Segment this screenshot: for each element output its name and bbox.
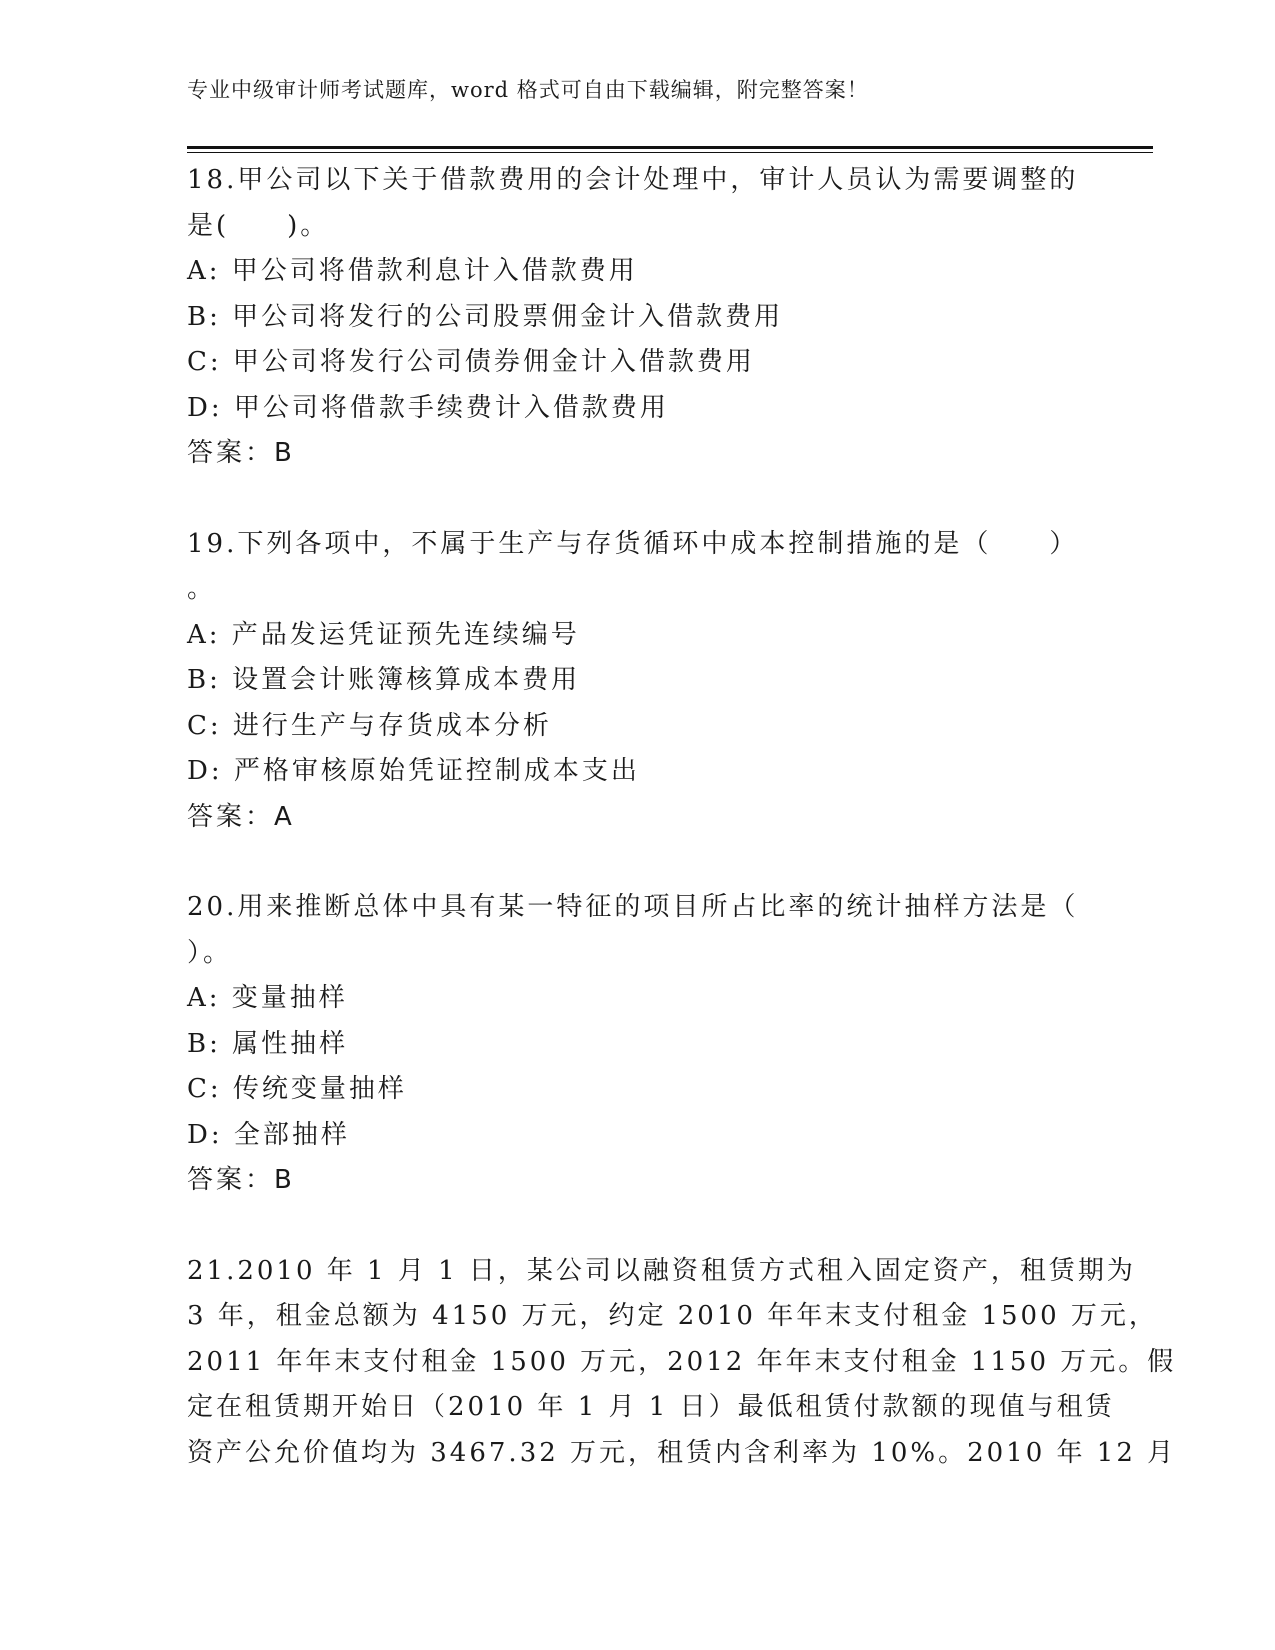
option-a: A: 甲公司将借款利息计入借款费用 — [187, 256, 638, 286]
option-b: B: 设置会计账簿核算成本费用 — [187, 665, 581, 695]
option-c: C: 甲公司将发行公司债券佣金计入借款费用 — [187, 347, 755, 377]
question-stem: 19.下列各项中，不属于生产与存货循环中成本控制措施的是（ ） — [187, 528, 1079, 559]
question-stem: 。 — [187, 574, 217, 604]
question-stem: 定在租赁期开始日（2010 年 1 月 1 日）最低租赁付款额的现值与租赁 — [187, 1392, 1115, 1422]
question-19 — [187, 522, 1077, 841]
answer: 答案：B — [187, 1165, 295, 1195]
question-list — [187, 158, 1177, 1476]
option-c: C: 进行生产与存货成本分析 — [187, 710, 552, 741]
answer: 答案：A — [187, 801, 295, 832]
option-d: D: 甲公司将借款手续费计入借款费用 — [187, 392, 669, 423]
spacer — [187, 477, 1077, 522]
question-stem: 21.2010 年 1 月 1 日，某公司以融资租赁方式租入固定资产，租赁期为 — [187, 1255, 1136, 1286]
option-b: B: 甲公司将发行的公司股票佣金计入借款费用 — [187, 301, 784, 332]
question-stem: 18.甲公司以下关于借款费用的会计处理中，审计人员认为需要调整的 — [187, 165, 1079, 195]
option-a: A: 产品发运凭证预先连续编号 — [187, 619, 580, 650]
question-stem: 资产公允价值均为 3467.32 万元，租赁内含利率为 10%。2010 年 12 月 — [187, 1437, 1177, 1468]
question-18 — [187, 158, 1077, 477]
question-stem: 20.用来推断总体中具有某一特征的项目所占比率的统计抽样方法是（ — [187, 892, 1079, 922]
option-a: A: 变量抽样 — [187, 983, 348, 1013]
header-rule-thin — [187, 152, 1153, 153]
spacer — [187, 840, 1077, 885]
question-20 — [187, 885, 1077, 1204]
option-d: D: 严格审核原始凭证控制成本支出 — [187, 756, 640, 786]
page-header: 专业中级审计师考试题库，word 格式可自由下载编辑，附完整答案！ — [187, 78, 869, 102]
question-stem: 是( )。 — [187, 210, 330, 241]
question-stem: 3 年，租金总额为 4150 万元，约定 2010 年年末支付租金 1500 万元， — [187, 1301, 1158, 1331]
spacer — [187, 1204, 1077, 1249]
question-stem: ）。 — [187, 937, 233, 968]
answer: 答案：B — [187, 438, 295, 468]
question-stem: 2011 年年末支付租金 1500 万元，2012 年年末支付租金 1150 万元。假 — [187, 1346, 1177, 1377]
option-c: C: 传统变量抽样 — [187, 1074, 407, 1104]
option-b: B: 属性抽样 — [187, 1028, 349, 1059]
option-d: D: 全部抽样 — [187, 1119, 350, 1150]
header-rule-thick — [187, 146, 1153, 149]
question-21 — [187, 1249, 1177, 1477]
